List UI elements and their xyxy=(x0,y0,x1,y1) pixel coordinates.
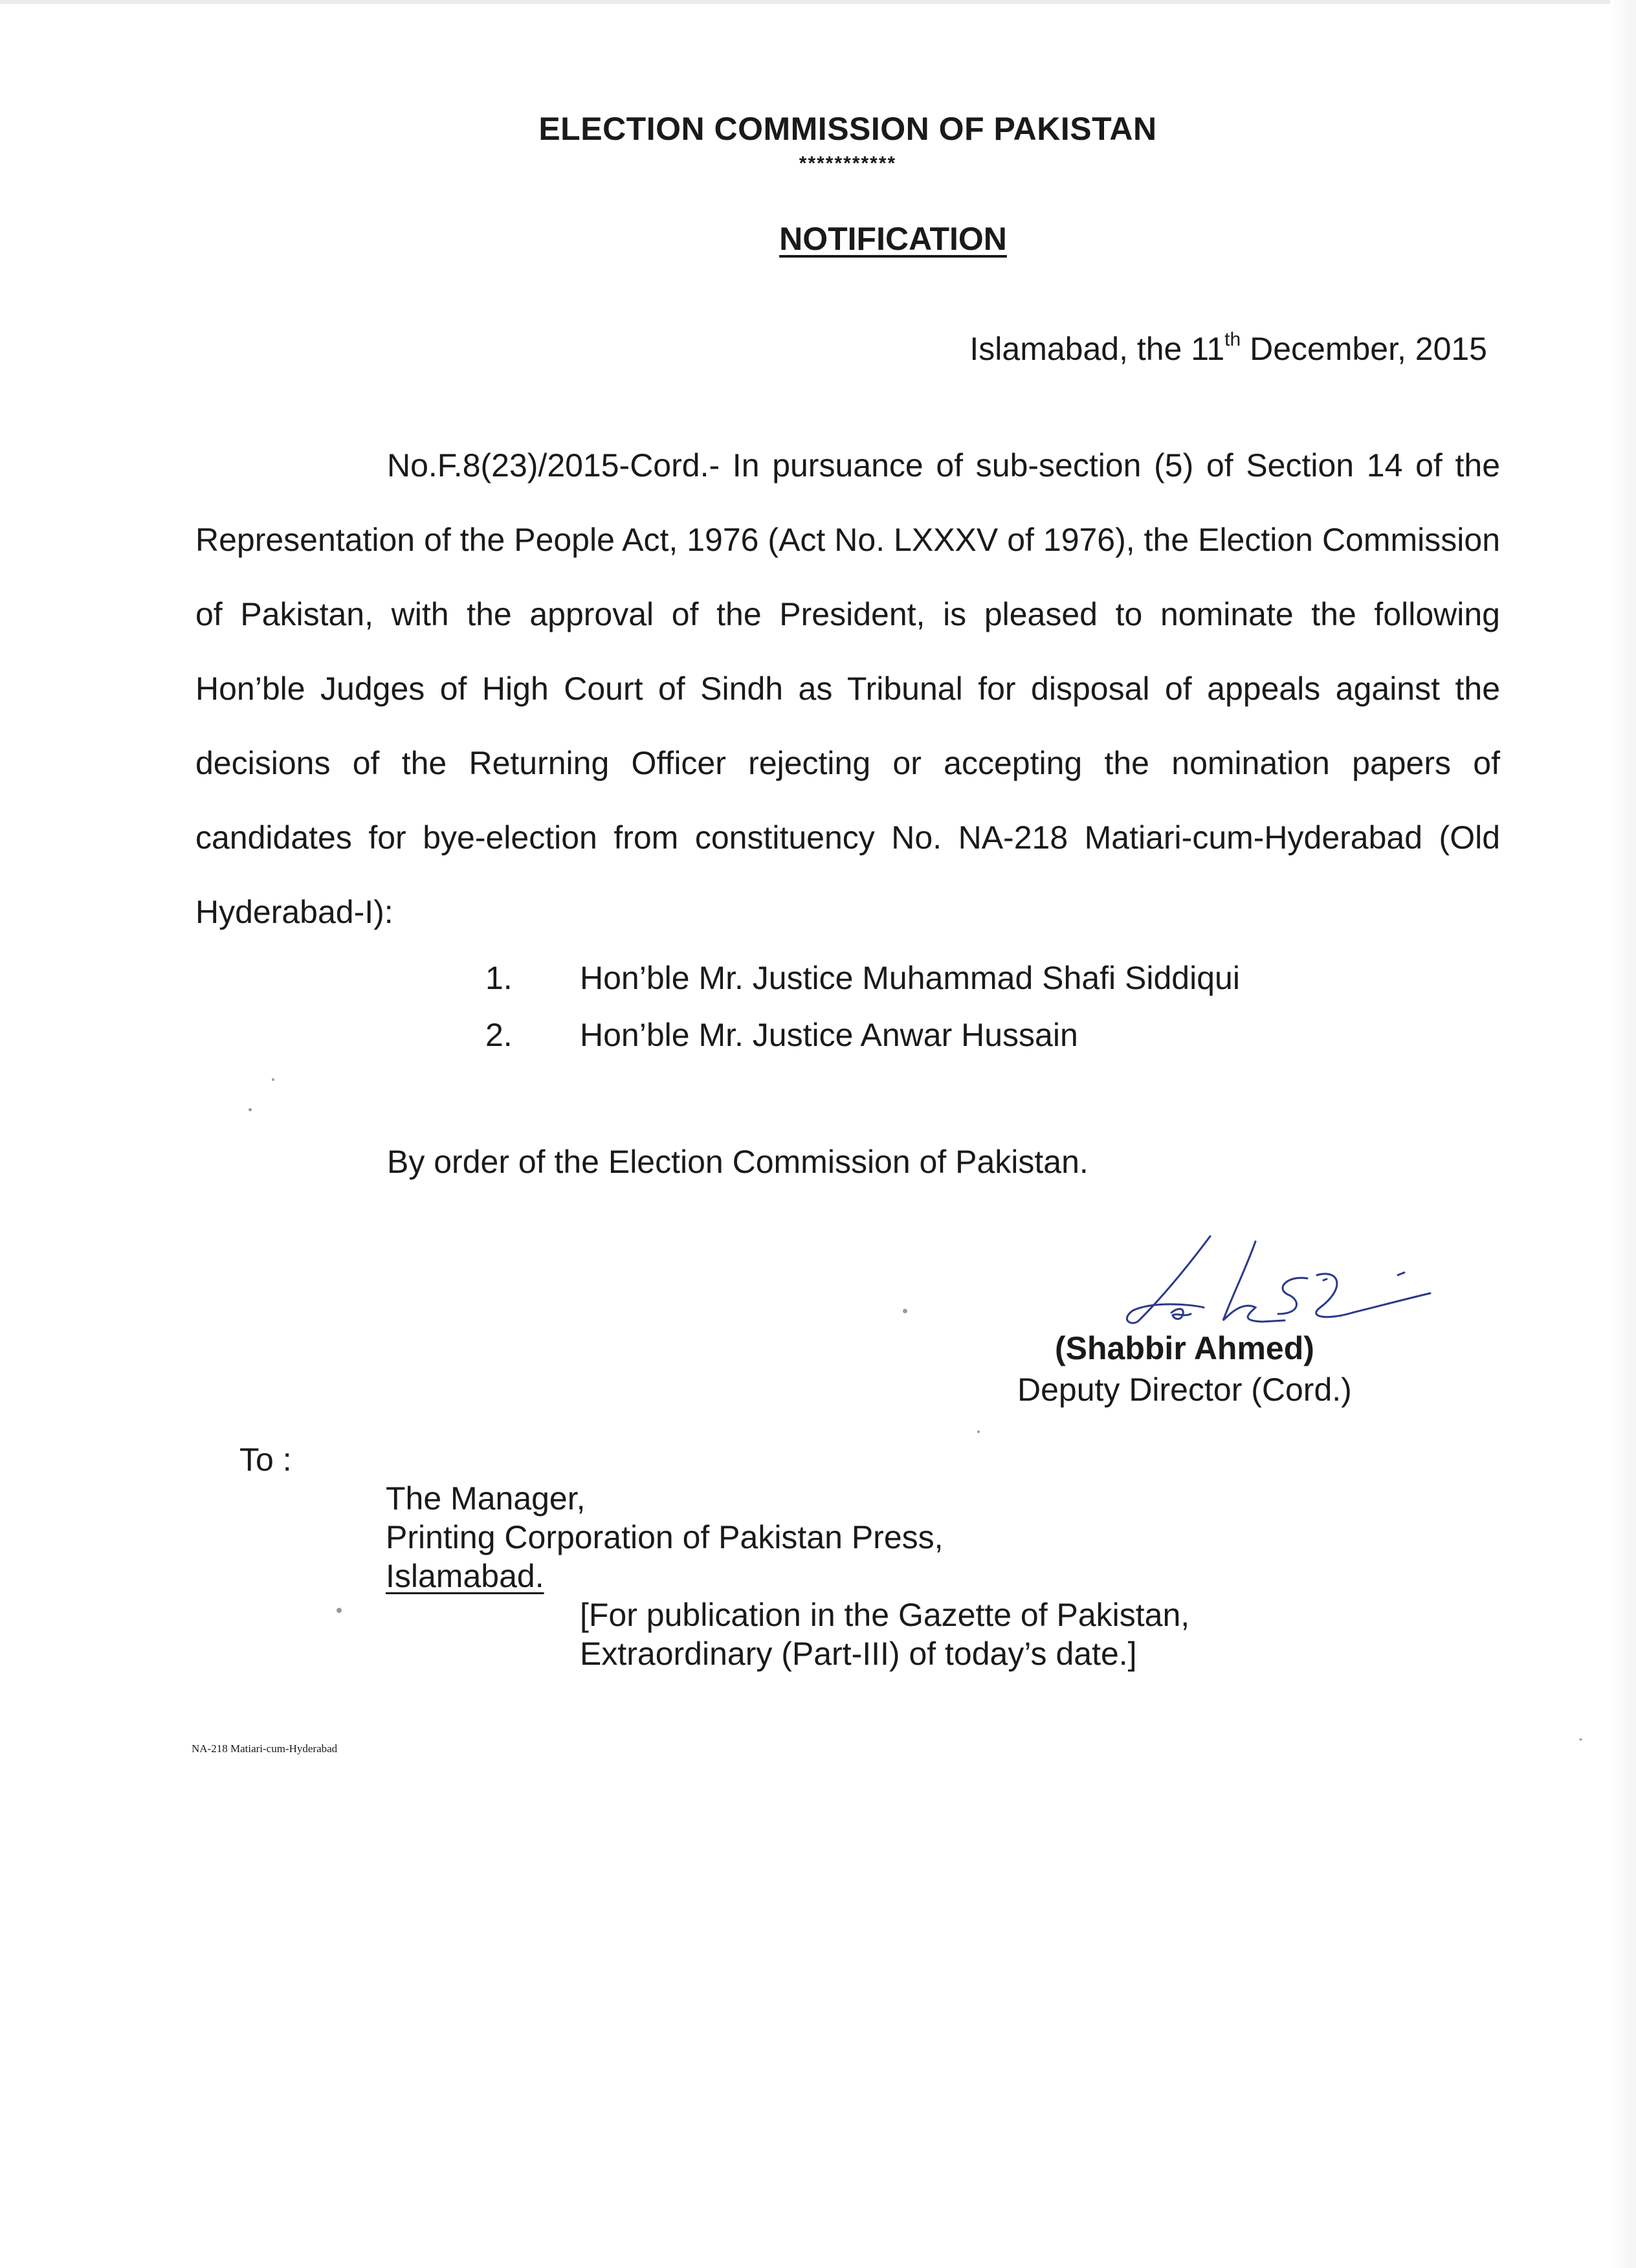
scan-speck xyxy=(272,1078,274,1081)
judge-name: Hon’ble Mr. Justice Muhammad Shafi Siddiqui xyxy=(580,960,1240,996)
scan-right-edge xyxy=(1610,0,1636,2268)
date-line xyxy=(969,330,1487,368)
scan-top-edge xyxy=(0,0,1636,4)
publication-note: Extraordinary (Part-III) of today’s date.] xyxy=(580,1636,1137,1672)
date-prefix: Islamabad, the 11 xyxy=(969,331,1225,367)
scan-speck xyxy=(977,1430,980,1433)
to-label: To : xyxy=(239,1441,292,1478)
notification-heading: NOTIFICATION xyxy=(779,221,1007,257)
footer-reference: NA-218 Matiari-cum-Hyderabad xyxy=(192,1742,338,1755)
signatory-designation: Deputy Director (Cord.) xyxy=(1017,1372,1352,1408)
scan-speck xyxy=(337,1608,342,1613)
judge-number: 1. xyxy=(485,960,513,996)
signatory-name: (Shabbir Ahmed) xyxy=(1055,1330,1314,1366)
judge-name: Hon’ble Mr. Justice Anwar Hussain xyxy=(580,1017,1078,1053)
date-superscript: th xyxy=(1224,329,1241,350)
organization-title: ELECTION COMMISSION OF PAKISTAN xyxy=(538,111,1157,147)
scan-speck xyxy=(903,1309,907,1313)
recipient-line: The Manager, xyxy=(386,1480,586,1517)
recipient-line: Printing Corporation of Pakistan Press, xyxy=(386,1519,944,1555)
judge-number: 2. xyxy=(485,1017,513,1053)
recipient-city: Islamabad. xyxy=(386,1558,544,1594)
date-suffix: December, 2015 xyxy=(1241,331,1487,367)
publication-note: [For publication in the Gazette of Pakistan, xyxy=(580,1597,1190,1633)
scan-speck xyxy=(249,1108,252,1111)
title-stars-divider: *********** xyxy=(799,153,897,174)
scan-speck xyxy=(1579,1739,1582,1740)
notification-body: No.F.8(23)/2015-Cord.- In pursuance of sub-section (5) of Section 14 of the Representation of the People Act, 1976 (Act No. LXXXV of 1976), the Election Commission of Pakistan, with the approval of the President, is pleased to nominate the following Hon’ble Judges of High Court of Sindh as Tribunal for disposal of appeals against the decisions of the Returning Officer rejecting or accepting the nomination papers of candidates for bye-election from constituency No. NA-218 Matiari-cum-Hyderabad (Old Hyderabad-I): xyxy=(195,447,1500,930)
order-line: By order of the Election Commission of Pakistan. xyxy=(387,1144,1089,1180)
